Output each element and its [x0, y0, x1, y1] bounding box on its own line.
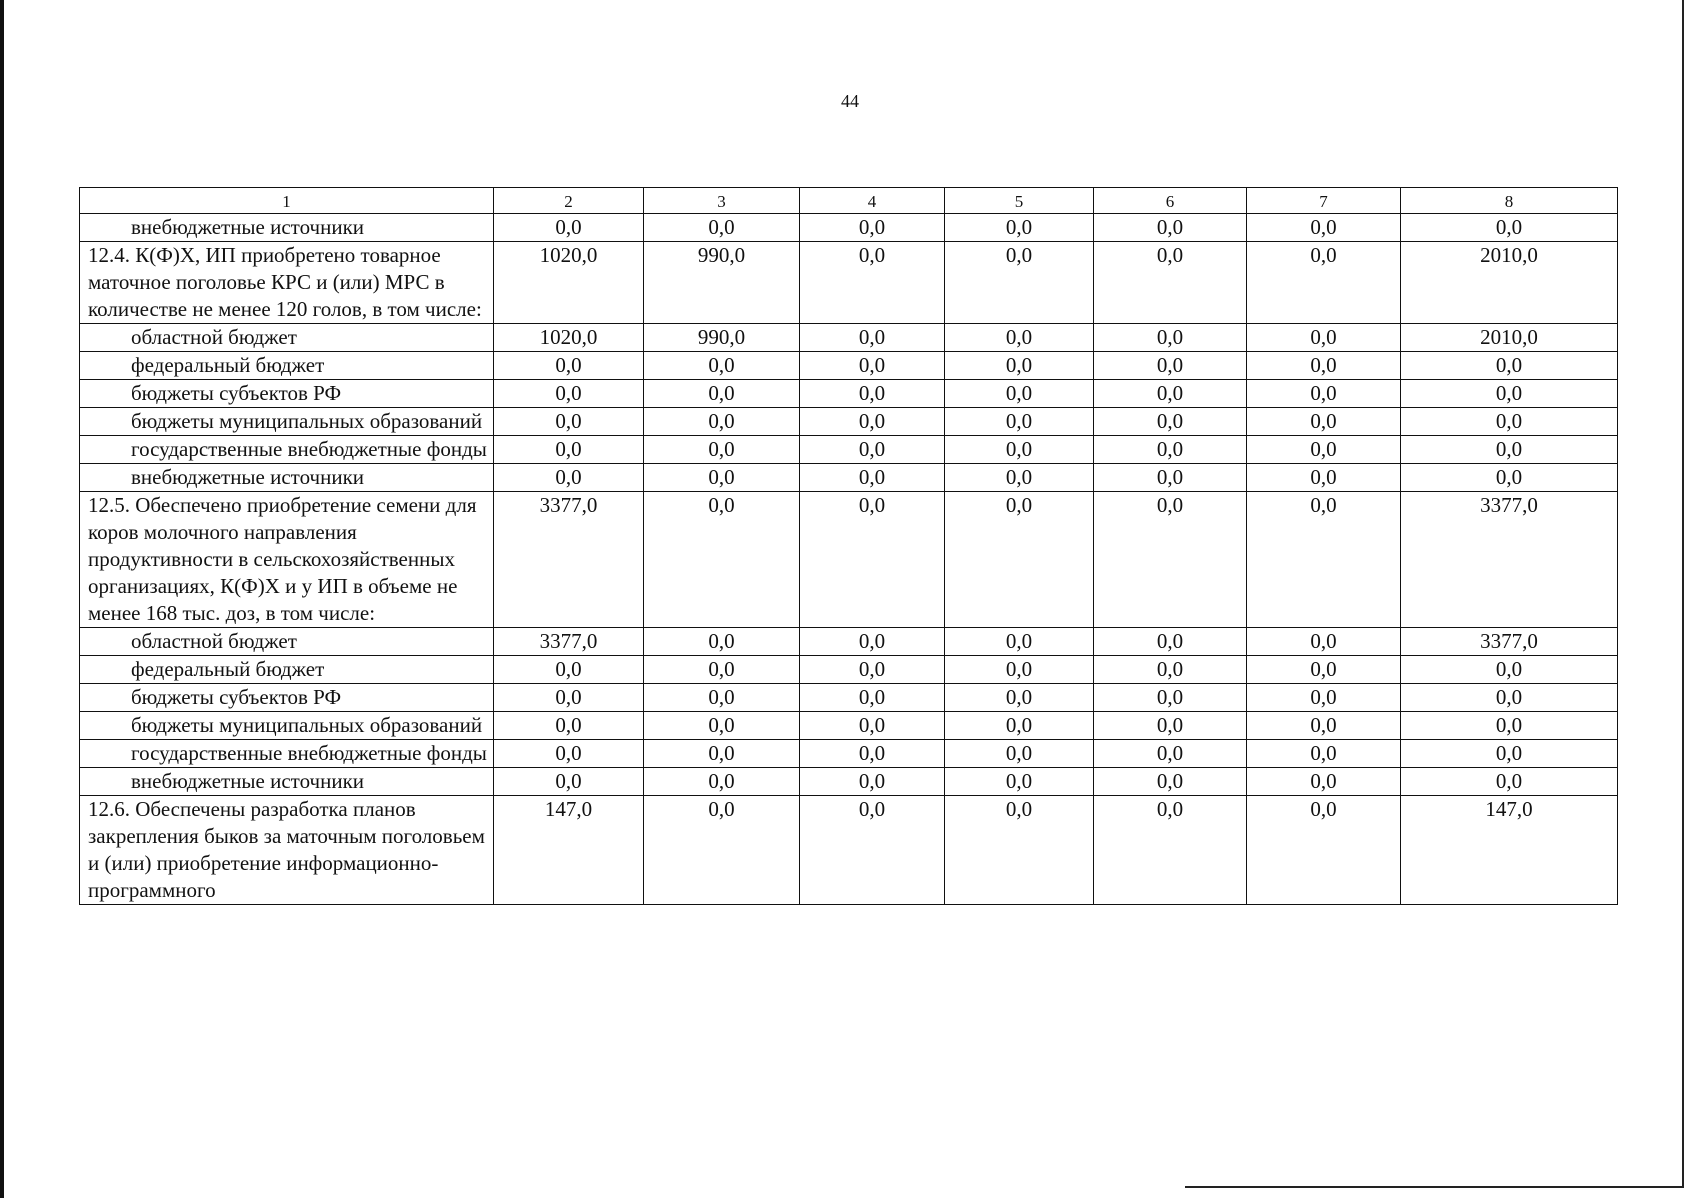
cell-value: 0,0 — [1094, 408, 1247, 436]
cell-value: 0,0 — [494, 436, 644, 464]
cell-value: 3377,0 — [494, 492, 644, 628]
cell-value: 0,0 — [1247, 768, 1401, 796]
cell-value: 0,0 — [1247, 436, 1401, 464]
row-source-label: внебюджетные источники — [80, 214, 494, 242]
cell-value: 0,0 — [945, 408, 1094, 436]
row-source-label: государственные внебюджетные фонды — [80, 436, 494, 464]
cell-value: 0,0 — [494, 464, 644, 492]
cell-value: 0,0 — [945, 464, 1094, 492]
cell-value: 0,0 — [494, 684, 644, 712]
row-item-label: 12.4. К(Ф)Х, ИП приобретено товарное маточное поголовье КРС и (или) МРС в количестве не менее 120 голов, в том числе: — [80, 242, 494, 324]
row-source-label: бюджеты субъектов РФ — [80, 684, 494, 712]
cell-value: 147,0 — [1401, 796, 1618, 905]
cell-value: 0,0 — [945, 352, 1094, 380]
cell-value: 0,0 — [1094, 214, 1247, 242]
cell-value: 3377,0 — [1401, 628, 1618, 656]
cell-value: 0,0 — [800, 684, 945, 712]
page-right-border — [1682, 0, 1684, 1187]
column-header: 3 — [644, 188, 800, 214]
cell-value: 0,0 — [494, 740, 644, 768]
page-left-border — [0, 0, 4, 1198]
cell-value: 0,0 — [945, 712, 1094, 740]
table-row-source — [80, 436, 1618, 464]
cell-value: 0,0 — [1401, 712, 1618, 740]
column-header: 5 — [945, 188, 1094, 214]
table-row-item — [80, 492, 1618, 628]
cell-value: 0,0 — [800, 380, 945, 408]
cell-value: 0,0 — [644, 768, 800, 796]
cell-value: 0,0 — [1247, 214, 1401, 242]
cell-value: 0,0 — [644, 712, 800, 740]
row-source-label: областной бюджет — [80, 324, 494, 352]
cell-value: 0,0 — [494, 352, 644, 380]
column-header: 6 — [1094, 188, 1247, 214]
cell-value: 0,0 — [1247, 740, 1401, 768]
cell-value: 0,0 — [494, 768, 644, 796]
cell-value: 0,0 — [494, 380, 644, 408]
cell-value: 0,0 — [800, 242, 945, 324]
row-source-label: федеральный бюджет — [80, 656, 494, 684]
cell-value: 0,0 — [644, 464, 800, 492]
cell-value: 0,0 — [644, 796, 800, 905]
cell-value: 0,0 — [1401, 352, 1618, 380]
cell-value: 0,0 — [644, 214, 800, 242]
cell-value: 1020,0 — [494, 242, 644, 324]
cell-value: 0,0 — [494, 408, 644, 436]
cell-value: 0,0 — [1094, 768, 1247, 796]
cell-value: 0,0 — [800, 436, 945, 464]
cell-value: 0,0 — [800, 740, 945, 768]
cell-value: 0,0 — [1094, 436, 1247, 464]
cell-value: 3377,0 — [494, 628, 644, 656]
cell-value: 1020,0 — [494, 324, 644, 352]
cell-value: 0,0 — [1401, 464, 1618, 492]
row-item-label: 12.5. Обеспечено приобретение семени для коров молочного направления продуктивности в сельскохозяйственных организациях, К(Ф)Х и у ИП в объеме не менее 168 тыс. доз, в том числе: — [80, 492, 494, 628]
cell-value: 0,0 — [1247, 352, 1401, 380]
cell-value: 0,0 — [1247, 492, 1401, 628]
table-row-source — [80, 684, 1618, 712]
column-header: 8 — [1401, 188, 1618, 214]
cell-value: 0,0 — [945, 684, 1094, 712]
cell-value: 3377,0 — [1401, 492, 1618, 628]
cell-value: 0,0 — [800, 796, 945, 905]
row-item-label: 12.6. Обеспечены разработка планов закрепления быков за маточным поголовьем и (или) приобретение информационно-программного — [80, 796, 494, 905]
table-row-source — [80, 324, 1618, 352]
cell-value: 0,0 — [1247, 656, 1401, 684]
cell-value: 2010,0 — [1401, 324, 1618, 352]
row-source-label: областной бюджет — [80, 628, 494, 656]
cell-value: 0,0 — [800, 712, 945, 740]
cell-value: 0,0 — [800, 464, 945, 492]
column-header: 1 — [80, 188, 494, 214]
cell-value: 0,0 — [800, 656, 945, 684]
row-source-label: внебюджетные источники — [80, 464, 494, 492]
cell-value: 0,0 — [1247, 684, 1401, 712]
page-number: 44 — [841, 91, 859, 111]
cell-value: 0,0 — [1094, 464, 1247, 492]
cell-value: 0,0 — [945, 492, 1094, 628]
column-header: 4 — [800, 188, 945, 214]
cell-value: 0,0 — [1401, 656, 1618, 684]
row-source-label: государственные внебюджетные фонды — [80, 740, 494, 768]
cell-value: 0,0 — [945, 796, 1094, 905]
cell-value: 0,0 — [1401, 408, 1618, 436]
cell-value: 2010,0 — [1401, 242, 1618, 324]
table-row-source — [80, 380, 1618, 408]
cell-value: 0,0 — [945, 242, 1094, 324]
cell-value: 0,0 — [945, 436, 1094, 464]
cell-value: 0,0 — [1094, 242, 1247, 324]
cell-value: 0,0 — [644, 740, 800, 768]
cell-value: 0,0 — [1401, 684, 1618, 712]
cell-value: 0,0 — [1247, 796, 1401, 905]
cell-value: 990,0 — [644, 242, 800, 324]
row-source-label: бюджеты субъектов РФ — [80, 380, 494, 408]
table-row-source — [80, 464, 1618, 492]
cell-value: 0,0 — [494, 214, 644, 242]
cell-value: 0,0 — [1094, 628, 1247, 656]
table-row-source — [80, 214, 1618, 242]
cell-value: 0,0 — [1094, 492, 1247, 628]
cell-value: 0,0 — [1094, 656, 1247, 684]
cell-value: 0,0 — [945, 768, 1094, 796]
cell-value: 0,0 — [800, 408, 945, 436]
cell-value: 0,0 — [945, 380, 1094, 408]
table-row-source — [80, 656, 1618, 684]
cell-value: 0,0 — [1094, 740, 1247, 768]
cell-value: 0,0 — [945, 214, 1094, 242]
cell-value: 0,0 — [1247, 628, 1401, 656]
cell-value: 0,0 — [945, 656, 1094, 684]
cell-value: 0,0 — [1247, 242, 1401, 324]
cell-value: 0,0 — [1094, 712, 1247, 740]
cell-value: 0,0 — [800, 492, 945, 628]
column-header: 2 — [494, 188, 644, 214]
cell-value: 0,0 — [800, 324, 945, 352]
table-row-source — [80, 740, 1618, 768]
cell-value: 147,0 — [494, 796, 644, 905]
cell-value: 0,0 — [1094, 684, 1247, 712]
cell-value: 0,0 — [945, 628, 1094, 656]
column-header: 7 — [1247, 188, 1401, 214]
cell-value: 990,0 — [644, 324, 800, 352]
cell-value: 0,0 — [1401, 768, 1618, 796]
cell-value: 0,0 — [800, 628, 945, 656]
cell-value: 0,0 — [800, 352, 945, 380]
table-row-item — [80, 796, 1618, 905]
table-row-source — [80, 712, 1618, 740]
cell-value: 0,0 — [1247, 324, 1401, 352]
table-row-source — [80, 408, 1618, 436]
cell-value: 0,0 — [644, 408, 800, 436]
cell-value: 0,0 — [1401, 740, 1618, 768]
cell-value: 0,0 — [644, 628, 800, 656]
cell-value: 0,0 — [494, 656, 644, 684]
table-body — [80, 188, 1618, 905]
cell-value: 0,0 — [1094, 324, 1247, 352]
cell-value: 0,0 — [1094, 796, 1247, 905]
table-row-source — [80, 352, 1618, 380]
page-bottom-border — [1185, 1186, 1684, 1188]
table-row-source — [80, 768, 1618, 796]
cell-value: 0,0 — [1247, 380, 1401, 408]
cell-value: 0,0 — [644, 492, 800, 628]
cell-value: 0,0 — [1401, 380, 1618, 408]
budget-table — [79, 187, 1618, 905]
cell-value: 0,0 — [945, 324, 1094, 352]
cell-value: 0,0 — [644, 436, 800, 464]
column-header-row — [80, 188, 1618, 214]
cell-value: 0,0 — [1401, 436, 1618, 464]
cell-value: 0,0 — [1401, 214, 1618, 242]
table-row-source — [80, 628, 1618, 656]
cell-value: 0,0 — [1247, 408, 1401, 436]
cell-value: 0,0 — [1094, 352, 1247, 380]
cell-value: 0,0 — [644, 684, 800, 712]
row-source-label: внебюджетные источники — [80, 768, 494, 796]
cell-value: 0,0 — [800, 768, 945, 796]
cell-value: 0,0 — [494, 712, 644, 740]
cell-value: 0,0 — [644, 352, 800, 380]
cell-value: 0,0 — [1247, 712, 1401, 740]
cell-value: 0,0 — [1094, 380, 1247, 408]
cell-value: 0,0 — [1247, 464, 1401, 492]
cell-value: 0,0 — [644, 656, 800, 684]
row-source-label: бюджеты муниципальных образований — [80, 712, 494, 740]
table-row-item — [80, 242, 1618, 324]
row-source-label: федеральный бюджет — [80, 352, 494, 380]
cell-value: 0,0 — [945, 740, 1094, 768]
cell-value: 0,0 — [644, 380, 800, 408]
row-source-label: бюджеты муниципальных образований — [80, 408, 494, 436]
cell-value: 0,0 — [800, 214, 945, 242]
